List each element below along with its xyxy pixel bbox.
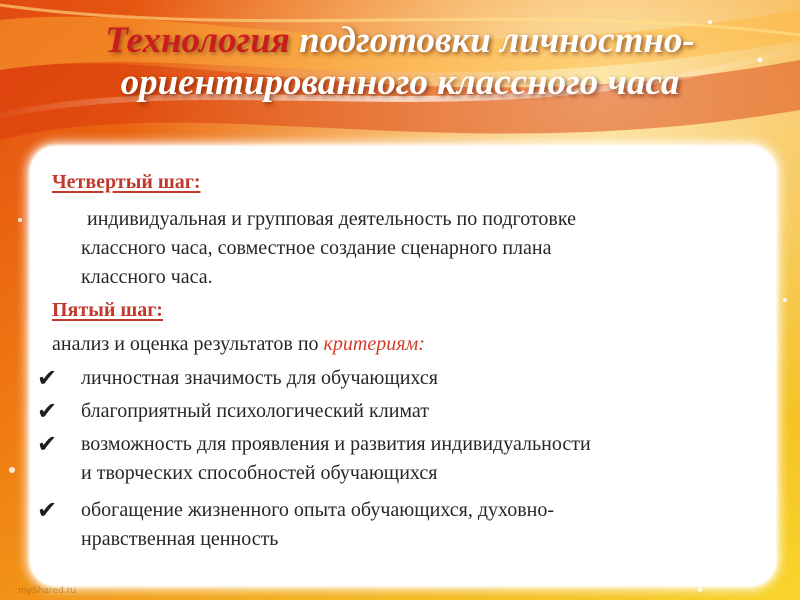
- checkmark-icon: ✔: [37, 364, 58, 392]
- step4-heading: Четвертый шаг:: [52, 171, 201, 193]
- criteria-item-3-line1: возможность для проявления и развития индивидуальности: [81, 433, 591, 455]
- criteria-label: критериям:: [323, 333, 425, 355]
- step5-intro: [52, 330, 425, 359]
- step4-text-line2: классного часа, совместное создание сценарного плана: [81, 237, 552, 259]
- criteria-item-1: личностная значимость для обучающихся: [81, 367, 438, 389]
- criteria-item-4-line2: нравственная ценность: [81, 528, 279, 550]
- criteria-item-2: благоприятный психологический климат: [81, 400, 430, 422]
- step4-text-line1: индивидуальная и групповая деятельность по подготовке: [87, 208, 576, 230]
- watermark: myShared.ru: [18, 586, 77, 596]
- title-accent-word: Технология: [105, 20, 290, 61]
- criteria-item-3-line2: и творческих способностей обучающихся: [81, 462, 438, 484]
- checkmark-icon: ✔: [37, 397, 58, 425]
- title-line2: ориентированного классного часа: [120, 62, 680, 103]
- step5-intro-text: анализ и оценка результатов по: [52, 333, 324, 355]
- criteria-item-4-line1: обогащение жизненного опыта обучающихся, духовно-: [81, 499, 555, 521]
- title-line1-rest: подготовки личностно-: [289, 20, 695, 61]
- checkmark-icon: ✔: [37, 496, 58, 524]
- step5-heading: Пятый шаг:: [52, 299, 163, 321]
- checkmark-icon: ✔: [37, 430, 58, 458]
- step4-text-line3: классного часа.: [81, 266, 213, 288]
